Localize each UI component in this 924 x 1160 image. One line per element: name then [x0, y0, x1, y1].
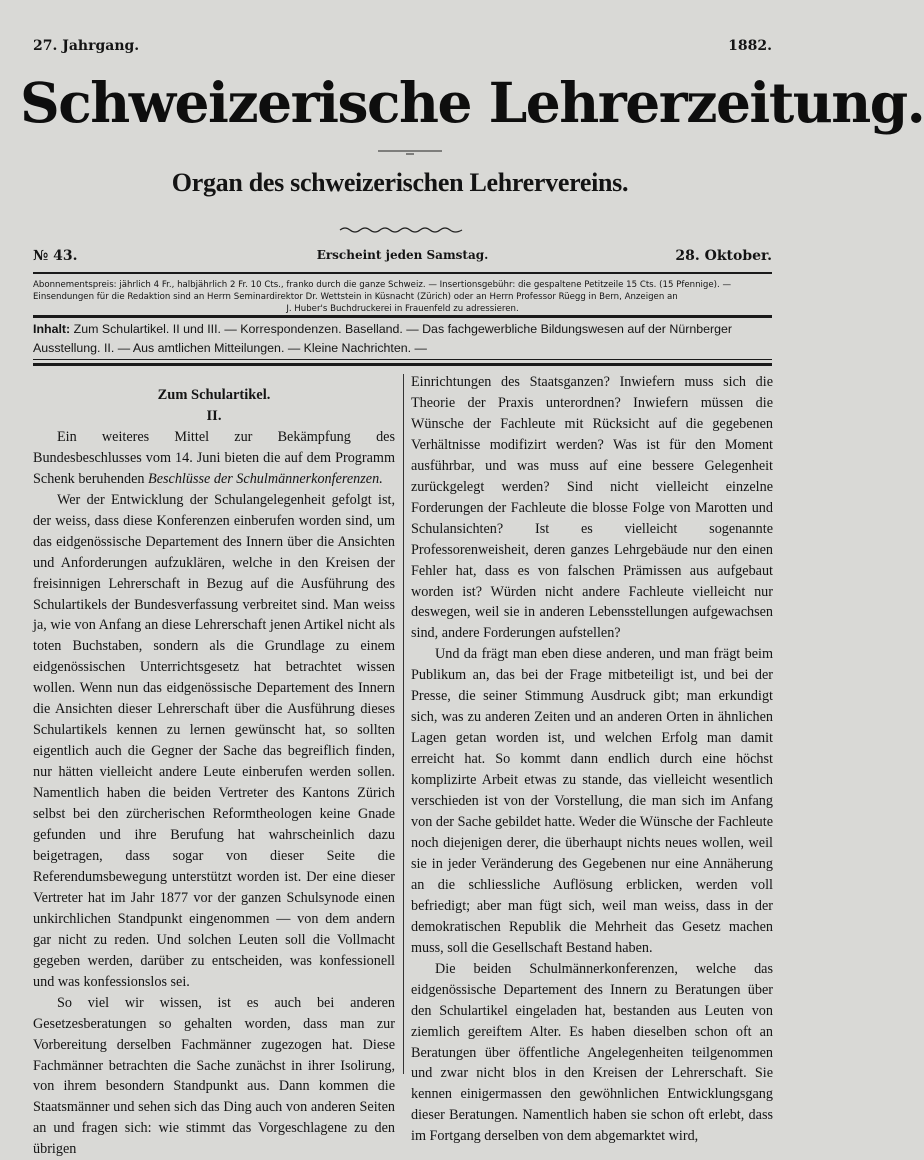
article-paragraph: Die beiden Schulmännerkonferenzen, welche das eidgenössische Departement des Innern zu Beratungen über den Schulartikel eingeladen hat, bestanden aus Leuten von ziemlich gereiftem Alter. Es haben dieselben schon oft an Beratungen über öffentliche Angelegenheiten teilgenommen und zwar nicht blos in den Kreisen der Lehrerschaft. Sie kennen einigermassen den gewöhnlichen Entwicklungsgang dieser Beratungen. Namentlich haben sie schon oft erlebt, dass im Fortgang derselben von dem abgemarktet wird, — [411, 960, 773, 1145]
ornament-rule — [378, 148, 442, 158]
subscription-line: J. Huber's Buchdruckerei in Frauenfeld zu adressieren. — [286, 304, 519, 314]
subscription-info — [33, 279, 772, 315]
contents-text: Zum Schulartikel. II und III. — Korrespondenzen. Baselland. — Das fachgewerbliche Bildungswesen auf der Nürnberger Ausstellung. II. — Aus amtlichen Mitteilungen. — Kleine Nachrichten. — — [33, 322, 733, 355]
masthead-subtitle: Organ des schweizerischen Lehrervereins. — [171, 168, 629, 197]
article-paragraph: Und da frägt man eben diese anderen, und man frägt beim Publikum an, das bei der Frage mitbeteiligt ist, und bei der Presse, die seiner Stimmung Ausdruck gibt; man erkundigt sich, was zu anderen Zeiten und an anderen Orten in ähnlichen Lagen getan worden ist, und welchen Erfolg man damit erreicht hat. So kommt dann endlich durch eine höchst komplizirte Arbeit etwas zu stande, das vielleicht wesentlich verschieden ist von der Vorstellung, die man sich im Anfang von der Sache gebildet hatte. Weder die Wünsche der Fachleute noch diejenigen derer, die überhaupt nichts neues wollen, weil sie in jeder Veränderung des Gegebenen nur eine Annäherung an die schliessliche Auflösung erblicken, werden voll befriedigt; aber man fügt sich, weil man weiss, dass in der demokratischen Republik die Mehrheit das Gesetz machen muss, soll die Gesellschaft Bestand haben. — [411, 646, 773, 956]
article-paragraph — [33, 427, 395, 490]
paragraph-text: Ein weiteres Mittel zur Bekämpfung des Bundesbeschlusses vom 14. Juni bieten die auf dem Programm Schenk beruhenden — [33, 428, 395, 487]
rule-top — [33, 272, 772, 274]
article-right-column — [411, 372, 773, 1147]
article-paragraph: So viel wir wissen, ist es auch bei anderen Gesetzesberatungen so gehalten worden, dass man zur Vorbereitung derselben Fachmänner zugezogen hat. Diese Fachmänner betrachten die Sache zunächst in ihrer Isolirung, von ihrem besondern Standpunkt aus. Dann kommen die Staatsmänner und sehen sich das Ding auch von anderen Seiten an und fragen sich: wie stimmt das Vorgeschlagene zu den übrigen — [33, 994, 395, 1158]
issue-date: 28. Oktober. — [675, 248, 772, 264]
issue-line — [33, 248, 772, 268]
contents-label: Inhalt: — [33, 322, 71, 336]
table-of-contents — [33, 320, 772, 358]
volume-label: 27. Jahrgang. — [33, 38, 140, 54]
article-paragraph: Einrichtungen des Staatsganzen? Inwiefern muss sich die Theorie der Praxis unterordnen? Inwiefern müssen die Wünsche der Fachleute mit Rücksicht auf die gegebenen Verhältnisse modifizirt werden? Was ist für den Moment ausführbar, und was muss auf eine bessere Gelegenheit zurückgelegt werden? Sind nicht vielleicht einzelne Forderungen der Fachleute die blosse Folge von Marotten und Schulansichten? Ist es vielleicht sogenannte Professorenweisheit, deren ganzes Lehrgebäude nur den einen Fehler hat, dass es von falschen Prämissen aus aufgebaut worden ist? Würden nicht andere Fachleute vielleicht nur deswegen, weil sie in anderen Lebensstellungen aufgewachsen sind, andere Forderungen aufstellen? — [411, 374, 773, 642]
issue-number: № 43. — [33, 248, 78, 264]
column-divider — [403, 374, 404, 1074]
subscription-line: Abonnementspreis: jährlich 4 Fr., halbjährlich 2 Fr. 10 Cts., franko durch die ganze Schweiz. — Insertionsgebühr: die gespaltene Petitzeile 15 Cts. (15 Pfennige). — — [33, 280, 732, 290]
ornament-wave — [340, 224, 462, 236]
issue-frequency: Erscheint jeden Samstag. — [316, 248, 489, 262]
article-left-column — [33, 380, 395, 1160]
rule-contents-bottom — [33, 359, 772, 360]
masthead-title: Schweizerische Lehrerzeitung. — [20, 70, 924, 135]
article-section: II. — [206, 407, 222, 424]
article-paragraph: Wer der Entwicklung der Schulangelegenheit gefolgt ist, der weiss, dass diese Konferenzen einberufen worden sind, um das eidgenössische Departement des Innern über die Ansichten und Anforderungen aufzuklären, welche in den Kreisen der freisinnigen Lehrerschaft in Bezug auf die Ausführung des Schulartikels der Bundesverfassung verbreitet sind. Man weiss ja, wie von Anfang an diese Lehrerschaft jenen Artikel nicht als toten Buchstaben, sondern als die Grundlage zu einem eidgenössischen Unterrichtsgesetz hat betrachtet wissen wollen. Wenn nun das eidgenössische Departement des Innern die Ansichten dieser Lehrerschaft über die Ausführung dieses Schulartikels kennen zu lernen gewünscht hat, so sollten eigentlich auch die Gegner der Sache das begreiflich finden, nur hätten vielleicht andere Leute einberufen werden sollen. Namentlich haben die beiden Vertreter des Kantons Zürich selbst bei den zürcherischen Reformtheologen keine Gnade gefunden und ihre Berufung hat wahrscheinlich dazu beigetragen, dass sogar von dieser Seite die Referendumsbewegung unterstützt worden ist. Der eine dieser Vertreter hat im Jahr 1877 vor der ganzen Schulsynode einen unkirchlichen Standpunkt eingenommen — von dem andern gar nicht zu reden. Und solchen Leuten soll die Vollmacht gegeben werden, darüber zu entscheiden, was konfessionell und was konfessionslos sei. — [33, 491, 395, 990]
article-heading: Zum Schulartikel. — [157, 387, 271, 403]
paragraph-italic: Beschlüsse der Schulmännerkonferenzen. — [148, 470, 383, 487]
top-line — [33, 38, 772, 58]
rule-contents-top — [33, 315, 772, 318]
subscription-line: Einsendungen für die Redaktion sind an Herrn Seminardirektor Dr. Wettstein in Küsnacht (Zürich) oder an Herrn Professor Rüegg in Bern, Anzeigen an — [33, 292, 678, 302]
year-label: 1882. — [728, 38, 772, 54]
rule-contents-bottom-thick — [33, 363, 772, 366]
